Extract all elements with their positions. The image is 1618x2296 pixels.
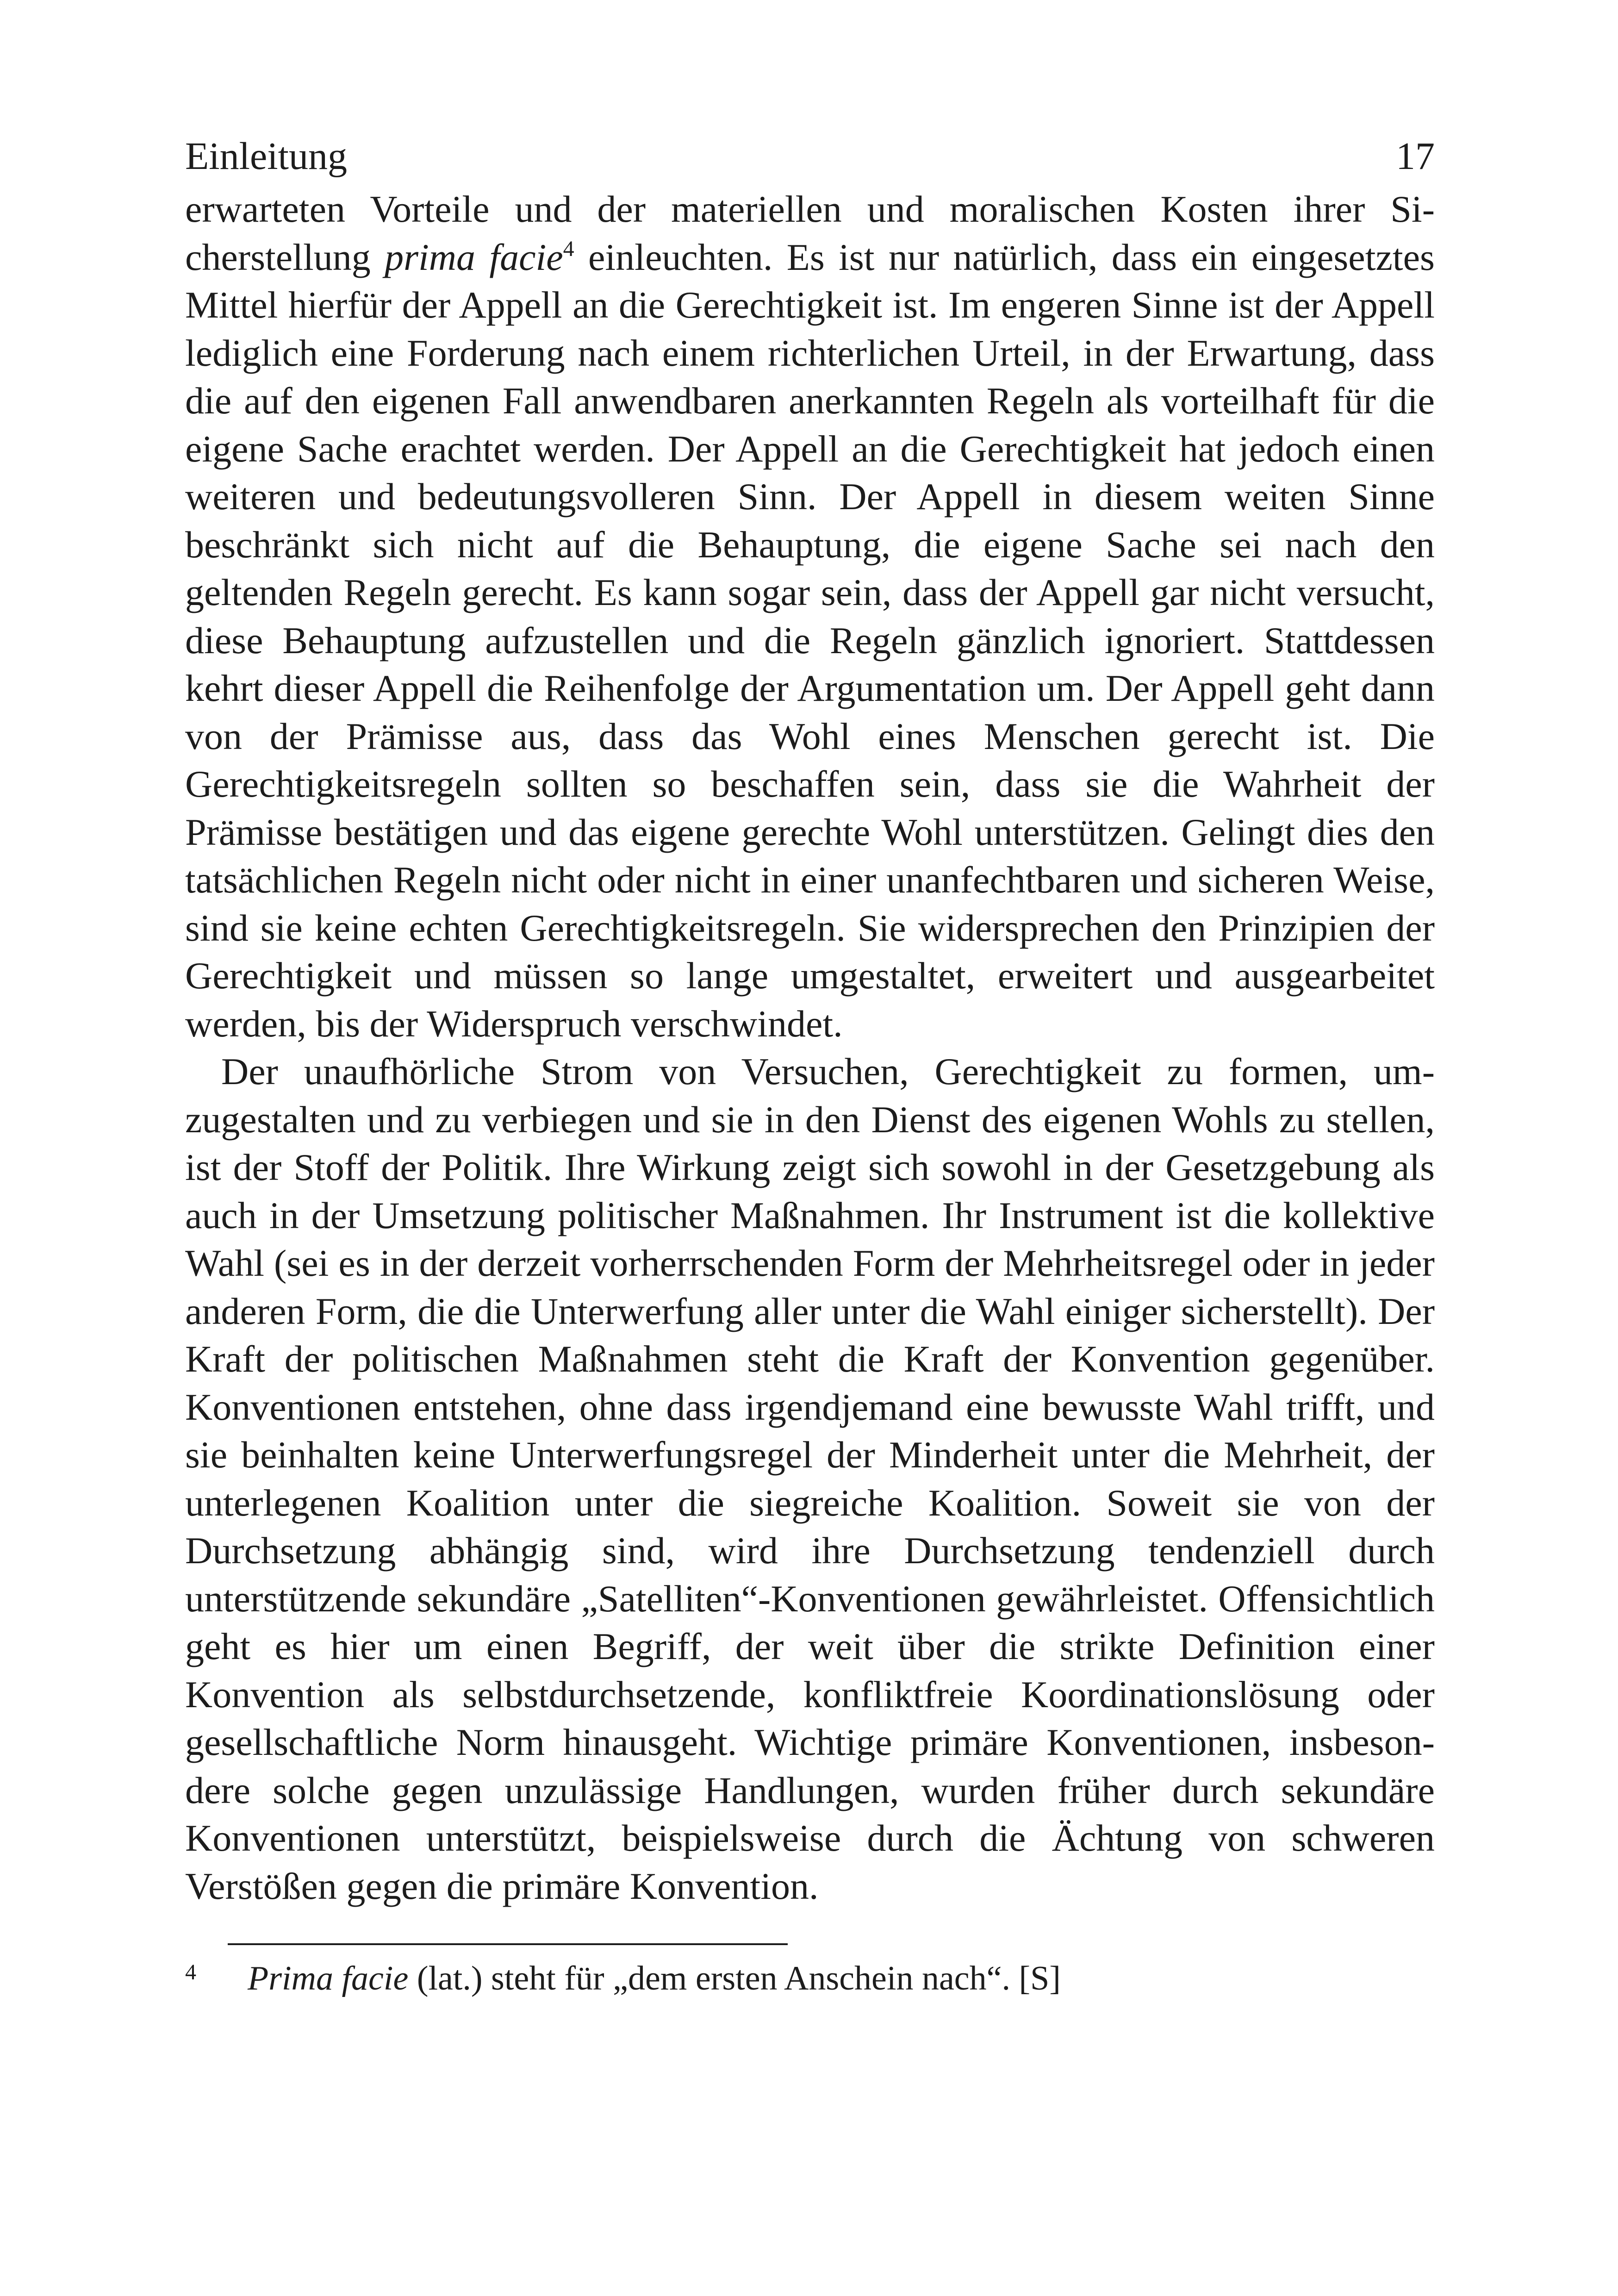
page [185, 134, 1435, 2005]
page-number: 17 [1396, 135, 1435, 178]
body-text [185, 185, 1435, 1910]
footnote [185, 1956, 1435, 2005]
italic-term: prima facie [385, 236, 563, 278]
paragraph-1-rest: einleuchten. Es ist nur natürlich, dass ein eingesetztes Mittel hierfür der Appell an die Gerechtigkeit ist. Im engeren Sinne ist der Appell lediglich eine Forderung nach einem richterlichen Urteil, in der Erwartung, dass die auf den eigenen Fall anwendbaren anerkannten Regeln als vorteilhaft für die eigene Sache erachtet werden. Der Appell an die Gerechtigkeit hat jedoch einen weiteren und bedeutungsvolleren Sinn. Der Appell in diesem weiten Sinne beschränkt sich nicht auf die Behauptung, die eigene Sache sei nach den geltenden Regeln gerecht. Es kann sogar sein, dass der Appell gar nicht versucht, diese Behauptung aufzustellen und die Regeln gänzlich ignoriert. Stattdessen kehrt dieser Appell die Reihenfolge der Argumentation um. Der Appell geht dann von der Prämisse aus, dass das Wohl eines Menschen gerecht ist. Die Gerechtigkeitsregeln sollten so beschaffen sein, dass sie die Wahrheit der Prämisse bestätigen und das eigene gerechte Wohl unterstützen. Gelingt dies den tatsächlichen Regeln nicht oder nicht in einer unanfechtbaren und sicheren Weise, sind sie keine echten Gerechtigkeitsregeln. Sie widersprechen den Prinzipien der Gerechtigkeit und müssen so lange umgestaltet, erweitert und ausgearbeitet werden, bis der Widerspruch verschwindet. [185, 236, 1435, 1045]
footnote-divider [228, 1943, 788, 1945]
paragraph-1 [185, 185, 1435, 1048]
paragraph-1-start: erwarteten Vorteile und der materiellen und moralischen Kosten ihrer Sicherstellung [185, 188, 1435, 278]
footnote-text [248, 1956, 1061, 2001]
footnote-body: (lat.) steht für „dem ersten Anschein nach“. [S] [408, 1959, 1061, 1997]
running-head [185, 134, 1435, 185]
chapter-title: Einleitung [185, 135, 347, 178]
footnote-number: 4 [185, 1960, 196, 1984]
footnote-reference[interactable]: 4 [563, 236, 574, 261]
footnote-italic-term: Prima facie [248, 1959, 409, 1997]
paragraph-2: Der unaufhörliche Strom von Versuchen, Gerechtigkeit zu formen, umzugestalten und zu verbiegen und sie in den Dienst des eigenen Wohls zu stellen, ist der Stoff der Politik. Ihre Wirkung zeigt sich sowohl in der Gesetzgebung als auch in der Umsetzung politischer Maßnahmen. Ihr Instrument ist die kollektive Wahl (sei es in der derzeit vorherrschenden Form der Mehrheitsregel oder in jeder anderen Form, die die Unterwerfung aller unter die Wahl einiger sicherstellt). Der Kraft der politischen Maßnahmen steht die Kraft der Konvention gegenüber. Konventionen entstehen, ohne dass irgendjemand eine bewusste Wahl trifft, und sie beinhalten keine Unterwerfungsregel der Minderheit unter die Mehrheit, der unterlegenen Koalition unter die siegreiche Koalition. Soweit sie von der Durchsetzung abhängig sind, wird ihre Durchsetzung tendenziell durch unterstützende sekundäre „Satelliten“-Konventionen gewährleistet. Offensichtlich geht es hier um einen Begriff, der weit über die strikte Definition einer Konvention als selbstdurchsetzende, konfliktfreie Koordinationslösung oder gesellschaftliche Norm hinausgeht. Wichtige primäre Konventionen, insbesondere solche gegen unzulässige Handlungen, wurden früher durch sekundäre Konventionen unterstützt, beispielsweise durch die Ächtung von schweren Verstößen gegen die primäre Konvention. [185, 1050, 1435, 1907]
